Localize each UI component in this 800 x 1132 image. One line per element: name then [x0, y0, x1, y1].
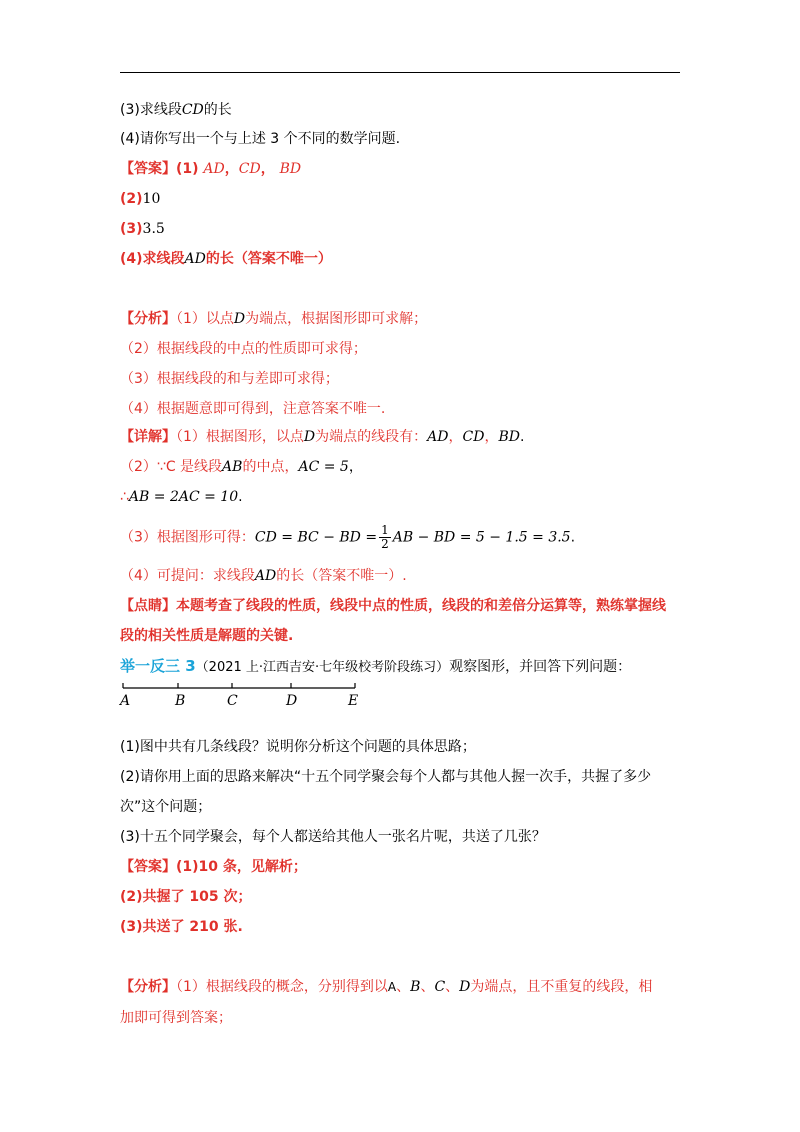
- q3-suffix: 的长: [203, 102, 232, 118]
- example-answer-1: [120, 857, 307, 877]
- example-label: 举一反三 3: [120, 657, 196, 675]
- question-3: [120, 100, 232, 120]
- answer-1-sep-a: ，: [224, 161, 239, 177]
- example-question-2a: (2)请你用上面的思路来解决“十五个同学聚会每个人都与其他人握一次手，共握了多少: [120, 769, 652, 785]
- answer-2: [120, 189, 160, 209]
- example-answer-1-text: (1)10 条，见解析；: [176, 859, 307, 875]
- detail-1-end: .: [519, 429, 525, 445]
- answer-1: [120, 159, 301, 179]
- analysis-1: [120, 309, 427, 329]
- answer-3-num: (3): [120, 221, 143, 237]
- comment-2: 段的相关性质是解题的关键.: [120, 628, 294, 644]
- detail-1-bd: BD: [498, 429, 520, 445]
- point-d: D: [286, 693, 298, 709]
- detail-3-therefore: ∴: [120, 489, 129, 505]
- detail-2-equation: AC = 5: [298, 459, 349, 475]
- answer-2-value: 10: [142, 191, 161, 207]
- fraction-denominator: 2: [381, 537, 389, 551]
- point-e: E: [348, 693, 359, 709]
- detail-4-pre: （3）根据图形可得：: [120, 529, 255, 546]
- answer-3: [120, 219, 165, 239]
- answer-4-pre: (4)求线段: [120, 251, 185, 267]
- comment-1-text: 本题考查了线段的性质，线段中点的性质，线段的和差倍分运算等，熟练掌握线: [176, 598, 666, 614]
- detail-2-end: ，: [348, 459, 363, 475]
- comment-tag: 【点睛】: [120, 598, 176, 614]
- analysis-2: （2）根据线段的中点的性质即可求得；: [120, 341, 367, 357]
- analysis-3: （3）根据线段的和与差即可求得；: [120, 371, 339, 387]
- detail-1-point: D: [303, 429, 316, 445]
- answer-3-value: 3.5: [142, 221, 165, 237]
- q3-prefix: (3)求线段: [120, 102, 182, 118]
- detail-4-end: .: [570, 529, 576, 546]
- question-4: (4)请你写出一个与上述 3 个不同的数学问题.: [120, 131, 401, 147]
- example-answer-3: (3)共送了 210 张.: [120, 919, 243, 935]
- answer-1-num: (1): [176, 161, 199, 177]
- example-analysis-sep-1: 、: [396, 979, 411, 995]
- detail-5-post: 的长（答案不唯一）.: [276, 568, 407, 584]
- example-analysis-sep-3: 、: [445, 979, 460, 995]
- example-text: 观察图形，并回答下列问题：: [449, 659, 632, 675]
- detail-1-pre: （1）根据图形，以点: [176, 429, 304, 445]
- detail-2-pre: （2）∵C 是线段: [120, 459, 223, 475]
- example-analysis-1-pre: （1）根据线段的概念，分别得到以: [176, 979, 388, 995]
- example-question-2b: 次”这个问题；: [120, 799, 212, 815]
- answer-2-num: (2): [120, 191, 143, 207]
- example-analysis-point-a: A: [387, 980, 397, 994]
- example-source: （2021 上·江西吉安·七年级校考阶段练习）: [195, 660, 450, 675]
- answer-4-segment: AD: [184, 251, 206, 267]
- example-question-1: (1)图中共有几条线段？说明你分析这个问题的具体思路；: [120, 739, 476, 755]
- example-analysis-1-post: 为端点，且不重复的线段，相: [470, 979, 653, 995]
- detail-3-equation: AB = 2AC = 10: [128, 489, 239, 505]
- header-rule: [120, 72, 680, 73]
- answer-1-cd: CD: [238, 161, 261, 177]
- detail-1-cd: CD: [462, 429, 485, 445]
- detail-4-equation-a: CD = BC − BD =: [254, 529, 378, 546]
- detail-2: [120, 457, 363, 477]
- point-c: C: [227, 693, 238, 709]
- detail-3: [120, 487, 243, 507]
- example-analysis-2: 加即可得到答案；: [120, 1010, 232, 1026]
- answer-4: [120, 249, 332, 269]
- detail-1: 【详解】（1）根据图形，以点D为端点的线段有：AD，CD，BD.: [120, 429, 525, 445]
- fraction-numerator: 1: [381, 523, 389, 537]
- detail-2-segment: AB: [222, 459, 243, 475]
- analysis-1-point: D: [233, 311, 246, 327]
- example-answer-tag: 【答案】: [120, 859, 176, 875]
- detail-4-fraction: [379, 524, 391, 551]
- example-analysis-point-d: D: [459, 979, 471, 995]
- example-analysis-point-c: C: [434, 979, 446, 995]
- detail-1-ad: AD: [427, 429, 449, 445]
- example-analysis-tag: 【分析】: [120, 979, 176, 995]
- answer-tag: 【答案】: [120, 161, 176, 177]
- detail-5-segment: AD: [254, 568, 277, 584]
- detail-5: [120, 566, 407, 586]
- q3-segment: CD: [181, 102, 204, 118]
- example-analysis-point-b: B: [410, 979, 421, 995]
- answer-4-post: 的长（答案不唯一）: [205, 251, 332, 267]
- example-question-3: (3)十五个同学聚会，每个人都送给其他人一张名片呢，共送了几张？: [120, 829, 546, 845]
- answer-1-ad: AD: [203, 161, 225, 177]
- detail-4: [120, 524, 575, 551]
- point-b: B: [175, 693, 186, 709]
- detail-4-equation-b: AB − BD = 5 − 1.5 = 3.5: [392, 529, 571, 546]
- example-analysis-1: [120, 977, 652, 997]
- example-header: [120, 656, 631, 678]
- comment-1: [120, 596, 666, 616]
- example-analysis-sep-2: 、: [420, 979, 435, 995]
- analysis-1-post: 为端点，根据图形即可求解；: [245, 311, 428, 327]
- detail-2-mid: 的中点，: [242, 459, 299, 475]
- point-a: A: [120, 693, 131, 709]
- analysis-1-pre: （1）以点: [176, 311, 234, 327]
- segment-figure: [115, 680, 375, 712]
- example-answer-2: (2)共握了 105 次；: [120, 889, 252, 905]
- detail-3-end: .: [238, 489, 243, 505]
- analysis-4: （4）根据题意即可得到，注意答案不唯一.: [120, 401, 386, 417]
- analysis-tag: 【分析】: [120, 311, 176, 327]
- answer-1-bd: BD: [279, 161, 302, 177]
- detail-1-mid: 为端点的线段有：: [315, 429, 428, 445]
- detail-5-pre: （4）可提问：求线段: [120, 568, 255, 584]
- answer-1-sep-b: ，: [260, 161, 280, 177]
- detail-tag: 【详解】: [120, 429, 176, 445]
